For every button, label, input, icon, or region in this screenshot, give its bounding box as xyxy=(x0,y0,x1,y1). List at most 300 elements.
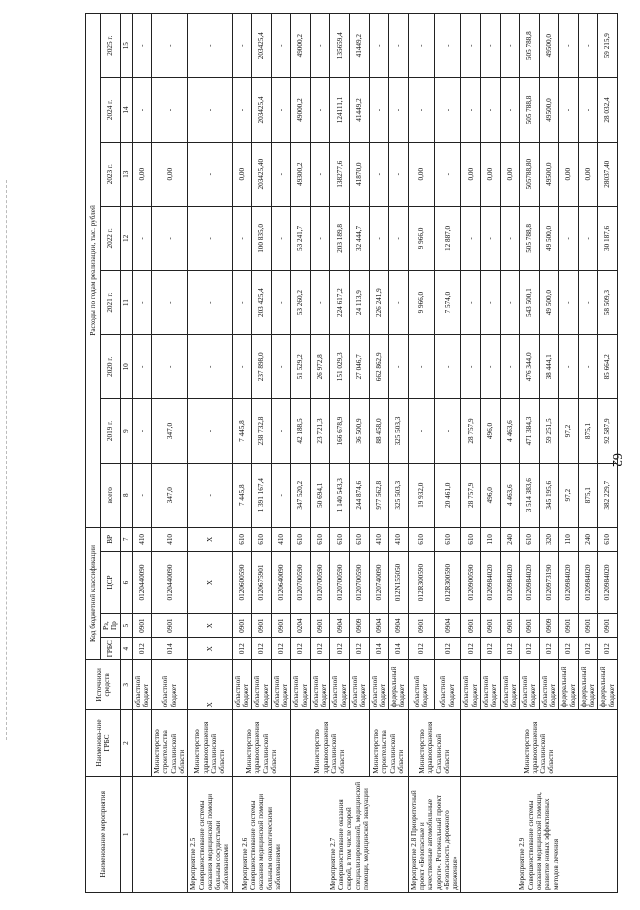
year-value-cell: - xyxy=(188,206,232,270)
code-csr-cell: 0120984020 xyxy=(598,551,618,613)
code-csr-cell: X xyxy=(188,551,232,613)
source-cell: областной бюджет xyxy=(132,660,152,710)
year-value-cell: 471 384,3 xyxy=(520,399,540,463)
year-value-cell: - xyxy=(232,335,252,399)
code-grbs-cell: 012 xyxy=(132,638,152,660)
code-csr-cell: 012R300590 xyxy=(435,551,461,613)
code-grbs-cell: 012 xyxy=(271,638,291,660)
year-value-cell: 476 344,0 xyxy=(520,335,540,399)
year-value-cell: 135659,4 xyxy=(330,14,350,78)
source-cell: областной бюджет xyxy=(310,660,330,710)
year-value-cell: - xyxy=(461,14,481,78)
total-cell: 28 757,9 xyxy=(461,463,481,527)
year-value-cell: 496,0 xyxy=(480,399,500,463)
code-vr-cell: 610 xyxy=(350,527,370,551)
year-value-cell: 505 788,8 xyxy=(520,14,540,78)
code-csr-cell: 0120740090 xyxy=(369,551,389,613)
table-row xyxy=(369,14,389,893)
event-cell: Мероприятие 2.7 Совершенствование оказания скорой, в том числе скорой специализированной, медицинской помощи, медицинской эвакуации xyxy=(291,776,408,892)
year-value-cell: 49300,2 xyxy=(291,142,311,206)
total-cell: 3 514 383,6 xyxy=(520,463,540,527)
year-value-cell: - xyxy=(578,271,598,335)
header-year: 2023 г. xyxy=(101,142,121,206)
event-cell xyxy=(132,776,188,892)
year-value-cell: - xyxy=(271,78,291,142)
source-cell: X xyxy=(188,660,232,710)
code-rzpr-cell: 0904 xyxy=(330,614,350,638)
code-rzpr-cell: 0901 xyxy=(461,614,481,638)
total-cell: 347 520,2 xyxy=(291,463,311,527)
total-cell: 977 562,8 xyxy=(369,463,389,527)
source-cell: областной бюджет xyxy=(480,660,500,710)
year-value-cell: - xyxy=(435,399,461,463)
table-row xyxy=(291,14,311,893)
code-rzpr-cell: 0901 xyxy=(520,614,540,638)
year-value-cell: 28 757,9 xyxy=(461,399,481,463)
total-cell: 496,0 xyxy=(480,463,500,527)
code-vr-cell: 410 xyxy=(369,527,389,551)
code-csr-cell: 0120700590 xyxy=(350,551,370,613)
code-rzpr-cell: 0909 xyxy=(350,614,370,638)
table-row xyxy=(152,14,188,893)
total-cell: - xyxy=(271,463,291,527)
column-number: 12 xyxy=(120,206,132,270)
year-value-cell: 36 500,9 xyxy=(350,399,370,463)
column-number: 7 xyxy=(120,527,132,551)
year-value-cell: - xyxy=(500,78,520,142)
year-value-cell: 875,1 xyxy=(578,399,598,463)
year-value-cell: 59 215,9 xyxy=(598,14,618,78)
event-cell: Мероприятие 2.9 Совершенствование системы оказания медицинской помощи, развитие новых эффективных методов лечения xyxy=(461,776,618,892)
year-value-cell: 325 503,3 xyxy=(389,399,409,463)
year-value-cell: - xyxy=(435,142,461,206)
year-value-cell: - xyxy=(369,142,389,206)
header-year: 2022 г. xyxy=(101,206,121,270)
year-value-cell: 12 887,0 xyxy=(435,206,461,270)
year-value-cell: - xyxy=(500,206,520,270)
header-code-vr: ВР xyxy=(101,527,121,551)
page-number: 62 xyxy=(609,453,624,467)
source-cell: областной бюджет xyxy=(408,660,434,710)
year-value-cell: - xyxy=(461,271,481,335)
column-number: 10 xyxy=(120,335,132,399)
code-csr-cell: 012R300590 xyxy=(408,551,434,613)
year-value-cell: 59 251,5 xyxy=(539,399,559,463)
code-vr-cell: 610 xyxy=(598,527,618,551)
year-value-cell: 49500,0 xyxy=(539,78,559,142)
year-value-cell: 27 046,7 xyxy=(350,335,370,399)
budget-table-page xyxy=(85,13,616,893)
year-value-cell: - xyxy=(559,206,579,270)
year-value-cell: 505 788,8 xyxy=(520,78,540,142)
year-value-cell: - xyxy=(369,78,389,142)
year-value-cell: 28037,40 xyxy=(598,142,618,206)
header-total: всего xyxy=(101,463,121,527)
source-cell: областной бюджет xyxy=(291,660,311,710)
code-grbs-cell: 012 xyxy=(435,638,461,660)
code-rzpr-cell: 0901 xyxy=(152,614,188,638)
year-value-cell: - xyxy=(271,142,291,206)
year-value-cell: - xyxy=(232,14,252,78)
year-value-cell: 24 113,9 xyxy=(350,271,370,335)
year-value-cell: - xyxy=(310,78,330,142)
code-rzpr-cell: 0901 xyxy=(408,614,434,638)
year-value-cell: - xyxy=(369,14,389,78)
year-value-cell: 9 966,0 xyxy=(408,206,434,270)
column-number: 11 xyxy=(120,271,132,335)
year-value-cell: 9 966,0 xyxy=(408,271,434,335)
year-value-cell: - xyxy=(188,142,232,206)
year-value-cell: 49500,0 xyxy=(539,14,559,78)
year-value-cell: 51 529,2 xyxy=(291,335,311,399)
year-value-cell: - xyxy=(500,14,520,78)
source-cell: областной бюджет xyxy=(152,660,188,710)
year-value-cell: 26 972,8 xyxy=(310,335,330,399)
code-csr-cell: 012N155050 xyxy=(389,551,409,613)
code-vr-cell: 610 xyxy=(520,527,540,551)
code-grbs-cell: 012 xyxy=(330,638,350,660)
code-vr-cell: 320 xyxy=(539,527,559,551)
event-cell: Мероприятие 2.5 Совершенствование системы оказания медицинской помощи больным сосудистыми заболеваниями xyxy=(188,776,232,892)
total-cell: 347,0 xyxy=(152,463,188,527)
year-value-cell: - xyxy=(132,399,152,463)
year-value-cell: 151 029,3 xyxy=(330,335,350,399)
grbs-name-cell: Министерство здравоохранения Сахалинской области xyxy=(408,710,461,776)
code-grbs-cell: 012 xyxy=(252,638,272,660)
code-csr-cell: 0120984020 xyxy=(500,551,520,613)
code-rzpr-cell: 0909 xyxy=(539,614,559,638)
event-cell: Мероприятие 2.6 Совершенствование системы оказания медицинской помощи больным онкологическими заболеваниями xyxy=(232,776,291,892)
header-code-csr: ЦСР xyxy=(101,551,121,613)
year-value-cell: 0,00 xyxy=(559,142,579,206)
year-value-cell: - xyxy=(480,206,500,270)
year-value-cell: 0,00 xyxy=(132,142,152,206)
header-grbs-name: Наименова-ние ГРБС xyxy=(86,710,121,776)
year-value-cell: 0,00 xyxy=(232,142,252,206)
year-value-cell: - xyxy=(369,206,389,270)
code-rzpr-cell: 0901 xyxy=(252,614,272,638)
code-grbs-cell: 012 xyxy=(539,638,559,660)
column-number: 15 xyxy=(120,14,132,78)
code-vr-cell: 240 xyxy=(500,527,520,551)
year-value-cell: - xyxy=(480,271,500,335)
code-vr-cell: X xyxy=(188,527,232,551)
year-value-cell: - xyxy=(389,14,409,78)
scan-artifact-line xyxy=(6,180,8,740)
code-rzpr-cell: X xyxy=(188,614,232,638)
year-value-cell: - xyxy=(408,335,434,399)
code-vr-cell: 610 xyxy=(291,527,311,551)
total-cell: 19 932,0 xyxy=(408,463,434,527)
year-value-cell: - xyxy=(271,14,291,78)
table-row xyxy=(408,14,434,893)
year-value-cell: 41449,2 xyxy=(350,78,370,142)
year-value-cell: 203425,40 xyxy=(252,142,272,206)
total-cell: 325 503,3 xyxy=(389,463,409,527)
year-value-cell: 124111,1 xyxy=(330,78,350,142)
code-grbs-cell: 014 xyxy=(389,638,409,660)
code-grbs-cell: 012 xyxy=(291,638,311,660)
code-csr-cell: 0120440090 xyxy=(132,551,152,613)
year-value-cell: - xyxy=(559,78,579,142)
year-value-cell: - xyxy=(310,14,330,78)
code-rzpr-cell: 0901 xyxy=(500,614,520,638)
code-vr-cell: 410 xyxy=(152,527,188,551)
year-value-cell: - xyxy=(232,271,252,335)
code-csr-cell: 0120984020 xyxy=(480,551,500,613)
year-value-cell: 0,00 xyxy=(461,142,481,206)
year-value-cell: - xyxy=(559,335,579,399)
year-value-cell: 100 835,0 xyxy=(252,206,272,270)
year-value-cell: - xyxy=(152,271,188,335)
year-value-cell: - xyxy=(310,206,330,270)
total-cell: 97,2 xyxy=(559,463,579,527)
code-vr-cell: 410 xyxy=(271,527,291,551)
year-value-cell: 28 032,4 xyxy=(598,78,618,142)
year-value-cell: 237 898,0 xyxy=(252,335,272,399)
code-grbs-cell: 014 xyxy=(152,638,188,660)
code-csr-cell: 0120440090 xyxy=(152,551,188,613)
total-cell: 1 391 167,4 xyxy=(252,463,272,527)
code-rzpr-cell: 0904 xyxy=(435,614,461,638)
grbs-name-cell: Министерство здравоохранения Сахалинской области xyxy=(461,710,618,776)
budget-table xyxy=(85,13,618,893)
year-value-cell: - xyxy=(480,78,500,142)
source-cell: областной бюджет xyxy=(330,660,350,710)
year-value-cell: 7 574,0 xyxy=(435,271,461,335)
source-cell: областной бюджет xyxy=(232,660,252,710)
header-year: 2025 г. xyxy=(101,14,121,78)
year-value-cell: - xyxy=(188,78,232,142)
year-value-cell: - xyxy=(271,399,291,463)
year-value-cell: 49000,2 xyxy=(291,78,311,142)
year-value-cell: 203425,4 xyxy=(252,14,272,78)
code-csr-cell: 0120700590 xyxy=(330,551,350,613)
header-year: 2019 г. xyxy=(101,399,121,463)
code-grbs-cell: 012 xyxy=(500,638,520,660)
year-value-cell: - xyxy=(389,142,409,206)
year-value-cell: 97,2 xyxy=(559,399,579,463)
source-cell: областной бюджет xyxy=(520,660,540,710)
column-number: 9 xyxy=(120,399,132,463)
year-value-cell: 226 241,9 xyxy=(369,271,389,335)
table-row xyxy=(132,14,152,893)
grbs-name-cell: Министерство строительства Сахалинской области xyxy=(152,710,188,776)
code-grbs-cell: 012 xyxy=(461,638,481,660)
year-value-cell: - xyxy=(435,14,461,78)
column-number: 14 xyxy=(120,78,132,142)
code-rzpr-cell: 0901 xyxy=(480,614,500,638)
year-value-cell: - xyxy=(559,271,579,335)
year-value-cell: - xyxy=(408,78,434,142)
header-year: 2020 г. xyxy=(101,335,121,399)
year-value-cell: - xyxy=(461,335,481,399)
source-cell: федеральный бюджет xyxy=(559,660,579,710)
year-value-cell: - xyxy=(152,78,188,142)
year-value-cell: 662 862,9 xyxy=(369,335,389,399)
code-grbs-cell: 012 xyxy=(350,638,370,660)
source-cell: областной бюджет xyxy=(539,660,559,710)
table-row xyxy=(232,14,252,893)
year-value-cell: 32 444,7 xyxy=(350,206,370,270)
year-value-cell: 505 788,8 xyxy=(520,206,540,270)
column-number: 8 xyxy=(120,463,132,527)
year-value-cell: - xyxy=(188,14,232,78)
year-value-cell: 0,00 xyxy=(152,142,188,206)
year-value-cell: 166 678,9 xyxy=(330,399,350,463)
year-value-cell: 85 664,2 xyxy=(598,335,618,399)
code-vr-cell: 610 xyxy=(232,527,252,551)
year-value-cell: - xyxy=(310,271,330,335)
code-vr-cell: 410 xyxy=(389,527,409,551)
column-number: 3 xyxy=(120,660,132,710)
table-row xyxy=(461,14,481,893)
year-value-cell: - xyxy=(408,14,434,78)
total-cell: 382 229,7 xyxy=(598,463,618,527)
year-value-cell: - xyxy=(461,206,481,270)
year-value-cell: - xyxy=(132,271,152,335)
code-vr-cell: 610 xyxy=(408,527,434,551)
year-value-cell: - xyxy=(132,78,152,142)
year-value-cell: - xyxy=(578,14,598,78)
total-cell: 244 874,6 xyxy=(350,463,370,527)
table-body xyxy=(132,14,617,893)
code-grbs-cell: 012 xyxy=(310,638,330,660)
year-value-cell: 41449,2 xyxy=(350,14,370,78)
code-vr-cell: 610 xyxy=(435,527,461,551)
code-csr-cell: 0120600590 xyxy=(232,551,252,613)
source-cell: федеральный бюджет xyxy=(389,660,409,710)
total-cell: 875,1 xyxy=(578,463,598,527)
year-value-cell: 203 425,4 xyxy=(252,271,272,335)
header-code-rzpr: Рз, Пр xyxy=(101,614,121,638)
grbs-name-cell xyxy=(132,710,152,776)
year-value-cell: - xyxy=(188,271,232,335)
year-value-cell: 505788,80 xyxy=(520,142,540,206)
year-value-cell: 347,0 xyxy=(152,399,188,463)
column-number: 13 xyxy=(120,142,132,206)
source-cell: областной бюджет xyxy=(350,660,370,710)
year-value-cell: 203 189,8 xyxy=(330,206,350,270)
code-vr-cell: 610 xyxy=(310,527,330,551)
year-value-cell: - xyxy=(271,271,291,335)
year-value-cell: 30 187,6 xyxy=(598,206,618,270)
code-grbs-cell: 012 xyxy=(559,638,579,660)
code-rzpr-cell: 0901 xyxy=(310,614,330,638)
code-csr-cell: 0120700590 xyxy=(291,551,311,613)
code-rzpr-cell: 0901 xyxy=(598,614,618,638)
year-value-cell: - xyxy=(188,335,232,399)
year-value-cell: - xyxy=(408,399,434,463)
year-value-cell: 53 241,7 xyxy=(291,206,311,270)
code-grbs-cell: X xyxy=(188,638,232,660)
code-vr-cell: 610 xyxy=(252,527,272,551)
year-value-cell: 49 500,0 xyxy=(539,271,559,335)
year-value-cell: 38 444,1 xyxy=(539,335,559,399)
header-year: 2021 г. xyxy=(101,271,121,335)
year-value-cell: 42 188,5 xyxy=(291,399,311,463)
year-value-cell: - xyxy=(188,399,232,463)
source-cell: областной бюджет xyxy=(461,660,481,710)
header-expenses: Расходы по годам реализации, тыс. рублей xyxy=(86,14,101,528)
year-value-cell: 224 617,2 xyxy=(330,271,350,335)
code-csr-cell: 0120984020 xyxy=(559,551,579,613)
total-cell: - xyxy=(132,463,152,527)
code-grbs-cell: 014 xyxy=(369,638,389,660)
header-code-grbs: ГРБС xyxy=(101,638,121,660)
code-csr-cell: 0120984020 xyxy=(578,551,598,613)
column-number: 1 xyxy=(120,776,132,892)
total-cell: 20 461,0 xyxy=(435,463,461,527)
grbs-name-cell: Министерство здравоохранения Сахалинской области xyxy=(232,710,291,776)
code-rzpr-cell: 0904 xyxy=(369,614,389,638)
year-value-cell: - xyxy=(132,206,152,270)
year-value-cell: - xyxy=(578,78,598,142)
total-cell: 4 463,6 xyxy=(500,463,520,527)
code-csr-cell: 0120700590 xyxy=(310,551,330,613)
code-grbs-cell: 012 xyxy=(480,638,500,660)
year-value-cell: - xyxy=(461,78,481,142)
year-value-cell: - xyxy=(152,206,188,270)
total-cell: 1 140 543,3 xyxy=(330,463,350,527)
event-cell: Мероприятие 2.8 Приоритетный проект «Безопасные и качественные автомобильные дороги». Региональный проект «Безопасность дорожного движения» xyxy=(408,776,461,892)
code-rzpr-cell: 0901 xyxy=(578,614,598,638)
header-year: 2024 г. xyxy=(101,78,121,142)
year-value-cell: - xyxy=(232,206,252,270)
code-vr-cell: 610 xyxy=(330,527,350,551)
code-vr-cell: 110 xyxy=(480,527,500,551)
code-vr-cell: 410 xyxy=(132,527,152,551)
year-value-cell: 4 463,6 xyxy=(500,399,520,463)
header-budget-code: Код бюджетной классификации xyxy=(86,527,101,659)
year-value-cell: - xyxy=(389,335,409,399)
year-value-cell: - xyxy=(389,271,409,335)
code-grbs-cell: 012 xyxy=(598,638,618,660)
code-rzpr-cell: 0901 xyxy=(559,614,579,638)
code-vr-cell: 110 xyxy=(559,527,579,551)
year-value-cell: 49500,0 xyxy=(539,142,559,206)
column-number: 6 xyxy=(120,551,132,613)
year-value-cell: 7 445,8 xyxy=(232,399,252,463)
header-event: Наименование мероприятия xyxy=(86,776,121,892)
column-number: 4 xyxy=(120,638,132,660)
code-csr-cell: 0120900590 xyxy=(461,551,481,613)
year-value-cell: - xyxy=(480,14,500,78)
total-cell: 50 694,1 xyxy=(310,463,330,527)
year-value-cell: - xyxy=(232,78,252,142)
column-number: 2 xyxy=(120,710,132,776)
column-number-row xyxy=(120,14,132,893)
year-value-cell: 49000,2 xyxy=(291,14,311,78)
code-rzpr-cell: 0901 xyxy=(232,614,252,638)
year-value-cell: - xyxy=(310,142,330,206)
year-value-cell: - xyxy=(132,335,152,399)
table-row xyxy=(188,14,232,893)
code-vr-cell: 240 xyxy=(578,527,598,551)
year-value-cell: 543 500,1 xyxy=(520,271,540,335)
code-csr-cell: 0120675901 xyxy=(252,551,272,613)
total-cell: 345 195,6 xyxy=(539,463,559,527)
year-value-cell: 88 458,0 xyxy=(369,399,389,463)
code-grbs-cell: 012 xyxy=(520,638,540,660)
year-value-cell: 238 732,8 xyxy=(252,399,272,463)
code-grbs-cell: 012 xyxy=(408,638,434,660)
code-rzpr-cell: 0901 xyxy=(132,614,152,638)
total-cell: 7 445,8 xyxy=(232,463,252,527)
year-value-cell: 23 721,3 xyxy=(310,399,330,463)
source-cell: федеральный бюджет xyxy=(598,660,618,710)
year-value-cell: 58 509,3 xyxy=(598,271,618,335)
